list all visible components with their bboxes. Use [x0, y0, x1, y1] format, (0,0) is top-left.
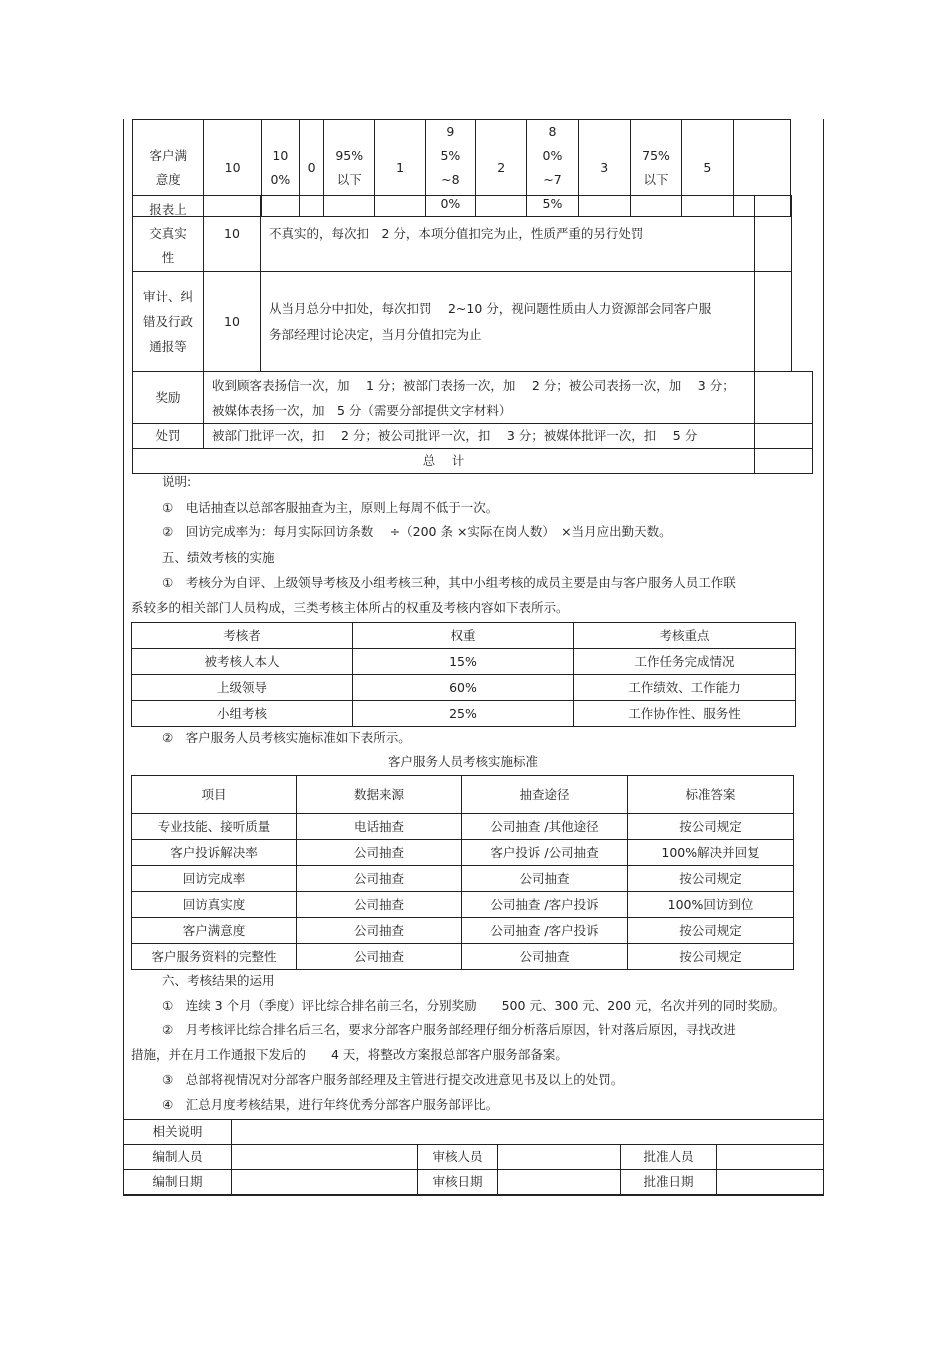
standard-cell: 客户服务资料的完整性	[132, 944, 297, 970]
footer-edit-date-value	[232, 1170, 418, 1195]
satisfaction-name: 客户满意度	[133, 120, 204, 217]
footer-editor-label: 编制人员	[124, 1145, 232, 1170]
sat-cell: 95%~80%	[425, 120, 475, 217]
weight-cell: 小组考核	[132, 701, 353, 727]
weight-cell: 工作协作性、服务性	[574, 701, 796, 727]
sat-cell: 75%以下	[630, 120, 681, 217]
footer-related-label: 相关说明	[124, 1120, 232, 1145]
sat-cell: 95%以下	[324, 120, 375, 217]
standard-cell: 按公司规定	[628, 944, 794, 970]
weight-cell: 15%	[353, 649, 574, 675]
standard-cell: 按公司规定	[628, 814, 794, 840]
footer-reviewer-value	[498, 1145, 621, 1170]
standard-cell: 公司抽查	[297, 892, 462, 918]
weight-cell: 被考核人本人	[132, 649, 353, 675]
standard-cell: 按公司规定	[628, 866, 794, 892]
weight-cell: 工作绩效、工作能力	[574, 675, 796, 701]
footer-table	[123, 1119, 824, 1195]
standard-table	[131, 775, 794, 970]
standard-cell: 公司抽查 /客户投诉	[462, 892, 628, 918]
section5-title: 五、绩效考核的实施	[162, 550, 275, 565]
standard-cell: 100%回访到位	[628, 892, 794, 918]
total-value	[755, 449, 813, 474]
standard-cell: 客户投诉 /公司抽查	[462, 840, 628, 866]
standard-cell: 公司抽查	[297, 944, 462, 970]
audit-empty	[755, 272, 792, 372]
satisfaction-score: 10	[204, 120, 261, 217]
section5-para1-line1: ① 考核分为自评、上级领导考核及小组考核三种，其中小组考核的成员主要是由与客户服务人员工作联	[162, 575, 736, 590]
footer-approve-date-value	[717, 1170, 824, 1195]
footer-approver-label: 批准人员	[621, 1145, 717, 1170]
sat-cell: 100%	[261, 120, 299, 217]
report-truth-desc: 不真实的，每次扣 2 分，本项分值扣完为止，性质严重的另行处罚	[261, 196, 755, 272]
section6-title: 六、考核结果的运用	[162, 973, 275, 988]
sat-cell: 5	[682, 120, 733, 217]
weight-cell: 60%	[353, 675, 574, 701]
sat-cell: 80%~75%	[527, 120, 578, 217]
section5-para2: ② 客户服务人员考核实施标准如下表所示。	[162, 730, 411, 745]
standard-header: 项目	[132, 776, 297, 814]
reward-desc	[204, 372, 755, 424]
audit-name: 审计、纠错及行政通报等	[133, 272, 204, 372]
sat-cell: 2	[476, 120, 527, 217]
report-truth-empty	[755, 196, 792, 272]
penalty-empty	[755, 424, 813, 449]
footer-review-date-label: 审核日期	[418, 1170, 498, 1195]
section6-item-1: ① 连续 3 个月（季度）评比综合排名前三名，分别奖励 500 元、300 元、200 元，名次并列的同时奖励。	[162, 998, 786, 1013]
reward-desc-line2: 被媒体表扬一次，加 5 分（需要分部提供文字材料）	[212, 402, 512, 418]
total-label: 总 计	[133, 449, 755, 474]
standard-cell: 专业技能、接听质量	[132, 814, 297, 840]
standard-cell: 电话抽查	[297, 814, 462, 840]
standard-cell: 100%解决并回复	[628, 840, 794, 866]
report-truth-name: 报表上交真实性	[133, 196, 204, 272]
reward-penalty-table	[132, 371, 813, 474]
reward-name: 奖励	[133, 372, 204, 424]
footer-approve-date-label: 批准日期	[621, 1170, 717, 1195]
section6-item-2-line1: ② 月考核评比综合排名后三名，要求分部客户服务部经理仔细分析落后原因，针对落后原因，寻找改进	[162, 1022, 736, 1037]
footer-reviewer-label: 审核人员	[418, 1145, 498, 1170]
footer-review-date-value	[498, 1170, 621, 1195]
weight-cell: 上级领导	[132, 675, 353, 701]
weight-cell: 25%	[353, 701, 574, 727]
standard-header: 标准答案	[628, 776, 794, 814]
section5-para1-line2: 系较多的相关部门人员构成，三类考核主体所占的权重及考核内容如下表所示。	[131, 600, 569, 615]
standard-cell: 公司抽查 /其他途径	[462, 814, 628, 840]
footer-related-value	[232, 1120, 824, 1145]
standard-cell: 回访真实度	[132, 892, 297, 918]
notes-item-1: ① 电话抽查以总部客服抽查为主，原则上每周不低于一次。	[162, 500, 499, 515]
audit-desc-line2: 务部经理讨论决定，当月分值扣完为止	[269, 326, 482, 342]
audit-desc	[261, 272, 755, 372]
penalty-desc: 被部门批评一次，扣 2 分；被公司批评一次，扣 3 分；被媒体批评一次，扣 5 分	[204, 424, 755, 449]
report-truth-score: 10	[204, 196, 261, 272]
sat-cell: 0	[299, 120, 323, 217]
standard-cell: 客户投诉解决率	[132, 840, 297, 866]
notes-item-2: ② 回访完成率为：每月实际回访条数 ÷（200 条 ×实际在岗人数） ×当月应出勤天数。	[162, 524, 672, 539]
footer-editor-value	[232, 1145, 418, 1170]
section6-item-4: ④ 汇总月度考核结果，进行年终优秀分部客户服务部评比。	[162, 1097, 499, 1112]
reward-empty	[755, 372, 813, 424]
weight-cell: 工作任务完成情况	[574, 649, 796, 675]
footer-approver-value	[717, 1145, 824, 1170]
standard-cell: 回访完成率	[132, 866, 297, 892]
standard-cell: 按公司规定	[628, 918, 794, 944]
deduction-rows-table	[132, 195, 792, 372]
sat-cell: 1	[375, 120, 425, 217]
penalty-name: 处罚	[133, 424, 204, 449]
audit-score: 10	[204, 272, 261, 372]
sat-cell: 3	[578, 120, 630, 217]
footer-edit-date-label: 编制日期	[124, 1170, 232, 1195]
standard-cell: 公司抽查 /客户投诉	[462, 918, 628, 944]
audit-desc-line1: 从当月总分中扣处，每次扣罚 2~10 分，视问题性质由人力资源部会同客户服	[269, 300, 712, 316]
weight-header: 考核者	[132, 623, 353, 649]
standard-cell: 公司抽查	[297, 866, 462, 892]
standard-header: 数据来源	[297, 776, 462, 814]
weight-header: 考核重点	[574, 623, 796, 649]
standard-cell: 客户满意度	[132, 918, 297, 944]
reward-desc-line1: 收到顾客表扬信一次，加 1 分；被部门表扬一次，加 2 分；被公司表扬一次，加 3 分；	[212, 377, 735, 393]
standard-cell: 公司抽查	[297, 840, 462, 866]
notes-title: 说明:	[162, 474, 192, 489]
weight-table	[131, 622, 796, 727]
section6-item-3: ③ 总部将视情况对分部客户服务部经理及主管进行提交改进意见书及以上的处罚。	[162, 1072, 624, 1087]
standard-cell: 公司抽查	[462, 944, 628, 970]
section6-item-2-line2: 措施，并在月工作通报下发后的 4 天，将整改方案报总部客户服务部备案。	[131, 1047, 568, 1062]
standard-table-title: 客户服务人员考核实施标准	[387, 754, 538, 769]
standard-cell: 公司抽查	[297, 918, 462, 944]
standard-cell: 公司抽查	[462, 866, 628, 892]
standard-header: 抽查途径	[462, 776, 628, 814]
weight-header: 权重	[353, 623, 574, 649]
